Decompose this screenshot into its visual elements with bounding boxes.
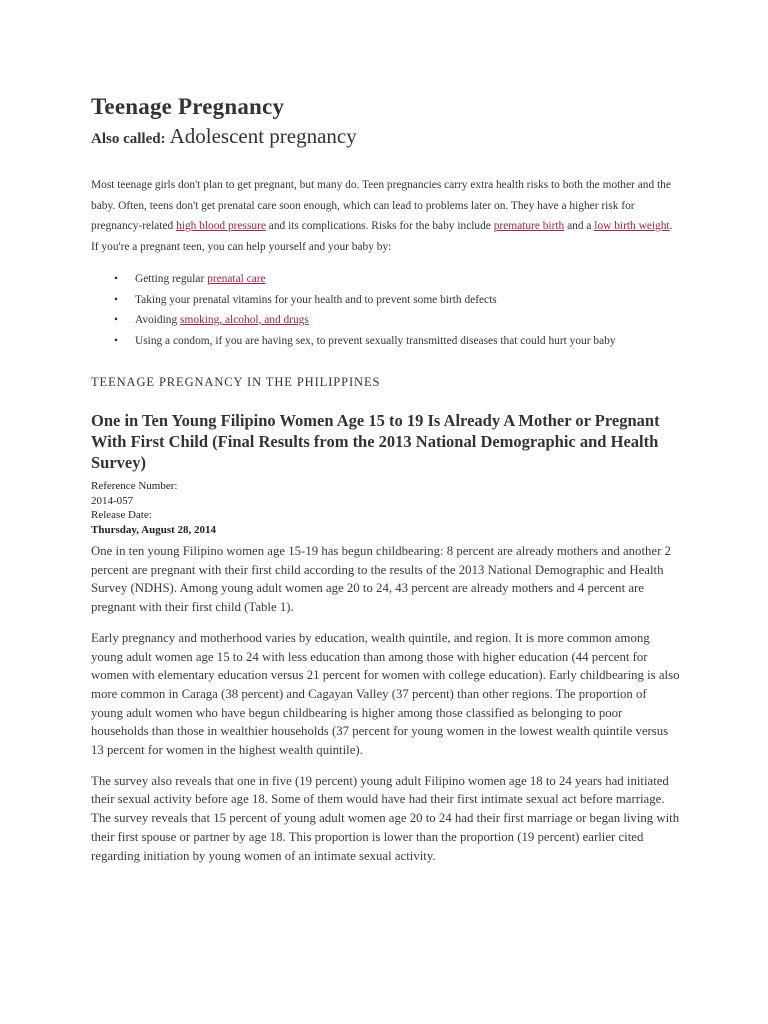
- intro-text: .: [669, 220, 673, 232]
- also-called-value: Adolescent pregnancy: [169, 124, 357, 148]
- intro-text: and a: [564, 220, 595, 232]
- page-title: Teenage Pregnancy: [91, 94, 285, 119]
- list-item: [91, 269, 681, 290]
- tip-text: Getting regular: [135, 273, 208, 285]
- bullet-icon: •: [114, 334, 118, 347]
- release-date-value: Thursday, August 28, 2014: [91, 523, 217, 536]
- smoking-alcohol-drugs-link[interactable]: smoking, alcohol, and drugs: [180, 314, 309, 326]
- reference-number-value: 2014-057: [91, 494, 134, 507]
- body-paragraph-2: Early pregnancy and motherhood varies by education, wealth quintile, and region. It is more common among young adult women age 15 to 24 with less education than among those with higher education (44 percent for women with elementary education versus 21 percent for women with college education). Early childbearing is also more common in Caraga (38 percent) and Cagayan Valley (37 percent) than other regions. The proportion of young adult women who have begun childbearing is higher among those classified as belonging to poor households than those in wealthier households (37 percent for young women in the lowest wealth quintile versus 13 percent for women in the highest wealth quintile).: [91, 630, 680, 758]
- report-meta: [91, 473, 681, 537]
- tip-text: Avoiding: [135, 314, 181, 326]
- high-blood-pressure-link[interactable]: high blood pressure: [176, 220, 266, 232]
- list-item: [91, 290, 681, 311]
- bullet-icon: •: [114, 293, 118, 306]
- list-item: [91, 331, 681, 352]
- list-item: [91, 310, 681, 331]
- reference-number-label: Reference Number:: [91, 480, 178, 492]
- also-called: [91, 122, 681, 153]
- bullet-icon: •: [114, 273, 118, 285]
- bullet-icon: •: [114, 314, 118, 326]
- body-paragraph-1: One in ten young Filipino women age 15-19 has begun childbearing: 8 percent are already mothers and another 2 percent are pregnant with their first child according to the results of the 2013 National Demographic and Health Survey (NDHS). Among young adult women age 20 to 24, 43 percent are already mothers and 4 percent are pregnant with their first child (Table 1).: [91, 544, 671, 615]
- low-birth-weight-link[interactable]: low birth weight: [594, 220, 670, 232]
- intro-text: and its complications. Risks for the baby include: [265, 220, 494, 232]
- body-paragraph-3: The survey also reveals that one in five (19 percent) young adult Filipino women age 18 to 24 years had initiated their sexual activity before age 18. Some of them would have had their first intimate sexual act before marriage. The survey reveals that 15 percent of young adult women age 20 to 24 had their first marriage or began living with their first spouse or partner by age 18. This proportion is lower than the proportion (19 percent) earlier cited regarding initiation by young women of an intimate sexual activity.: [91, 773, 680, 863]
- report-title: One in Ten Young Filipino Women Age 15 to 19 Is Already A Mother or Pregnant With First Child (Final Results from the 2013 National Demographic and Health Survey): [91, 411, 660, 472]
- intro-paragraph: [91, 153, 681, 257]
- tip-text: Taking your prenatal vitamins for your health and to prevent some birth defects: [135, 293, 497, 306]
- intro-line-2: If you're a pregnant teen, you can help yourself and your baby by:: [91, 240, 392, 253]
- premature-birth-link[interactable]: premature birth: [493, 220, 565, 232]
- section-heading: TEENAGE PREGNANCY IN THE PHILIPPINES: [91, 375, 381, 389]
- tips-list: [91, 257, 681, 351]
- intro-text: Most teenage girls don't plan to get pregnant, but many do. Teen pregnancies carry extra health risks to both the mother and the baby. Often, teens don't get prenatal care soon enough, which can lead to problems later on. They have a higher risk for pregnancy-related: [91, 179, 671, 232]
- prenatal-care-link[interactable]: prenatal care: [207, 273, 266, 285]
- tip-text: Using a condom, if you are having sex, to prevent sexually transmitted diseases that could hurt your baby: [135, 334, 616, 347]
- article: [91, 92, 681, 865]
- also-called-label: Also called:: [91, 131, 166, 147]
- release-date-label: Release Date:: [91, 509, 152, 521]
